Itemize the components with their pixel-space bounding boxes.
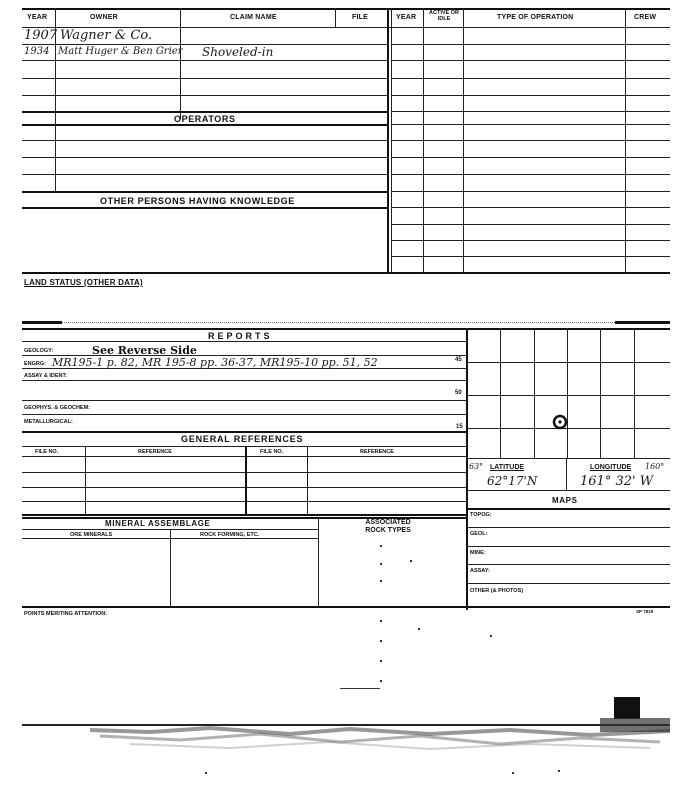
engrg-label: ENGRG: [24,361,46,367]
header-crew: CREW [634,14,657,21]
maps-topog-label: TOPOG: [470,512,492,518]
metallurgical-label: METALLURGICAL: [24,419,73,425]
header-file: FILE [352,14,368,21]
maps-mine-label: MINE: [470,550,486,556]
maps-geol-label: GEOL: [470,531,488,537]
rock-forming-label: ROCK FORMING, ETC. [200,532,260,538]
associated-rock-types-label: ASSOCIATED ROCK TYPES [365,519,411,534]
header-active-or-idle: ACTIVE OR IDLE [429,10,459,22]
maps-title: MAPS [552,496,578,505]
header-owner: OWNER [90,14,118,21]
operators-title: OPERATORS [174,114,236,124]
metallurgical-num: 15 [456,424,463,430]
scan-dark-block [614,697,640,719]
land-status-label: LAND STATUS (OTHER DATA) [24,278,143,287]
mineral-assemblage-title: MINERAL ASSEMBLAGE [105,519,211,528]
row-2-year: 1934 [24,46,50,57]
header-type-of-operation: TYPE OF OPERATION [497,14,574,21]
scan-noise [90,722,670,754]
location-marker-icon [552,414,568,430]
ore-minerals-label: ORE MINERALS [70,532,113,538]
ref-header-file-no-1: FILE NO. [35,449,59,455]
geology-value: See Reverse Side [92,344,197,357]
engrg-value: MR195-1 p. 82, MR 195-8 pp. 36-37, MR195-10 pp. 51, 52 [52,356,378,369]
longitude-value: 161° 32' W [580,474,654,489]
ref-header-file-no-2: FILE NO. [260,449,284,455]
points-meriting-attention-label: POINTS MERITING ATTENTION: [24,611,108,617]
separator-mark-right [615,321,670,324]
lat-prefix: 63° [469,462,484,471]
reports-title: REPORTS [208,331,273,341]
row-2-owner: Matt Huger & Ben Grier [58,46,183,57]
geology-label: GEOLOGY: [24,348,54,354]
geology-num: 45 [455,357,462,363]
maps-assay-label: ASSAY: [470,568,490,574]
header-year-2: YEAR [396,14,417,21]
other-persons-title: OTHER PERSONS HAVING KNOWLEDGE [100,196,295,206]
ref-header-reference-2: REFERENCE [360,449,394,455]
row-1-year: 1907 [24,28,58,43]
ref-header-reference-1: REFERENCE [138,449,172,455]
row-2-claim: Shoveled-in [202,45,274,59]
latitude-label: LATITUDE [490,464,525,471]
form-number: SP 7819 [636,609,654,614]
general-references-title: GENERAL REFERENCES [181,434,304,444]
geophys-label: GEOPHYS. & GEOCHEM: [24,405,91,411]
latitude-value: 62°17'N [487,474,538,488]
header-year: YEAR [27,14,48,21]
longitude-label: LONGITUDE [590,464,632,471]
assay-ident-label: ASSAY & IDENT: [24,373,68,379]
longitude-suffix: 160° [645,462,665,471]
row-1-owner: Wagner & Co. [60,28,153,43]
header-claim-name: CLAIM NAME [230,14,277,21]
separator-mark-left [22,321,62,324]
maps-other-label: OTHER (& PHOTOS) [470,588,524,594]
assay-num: 50 [455,390,462,396]
